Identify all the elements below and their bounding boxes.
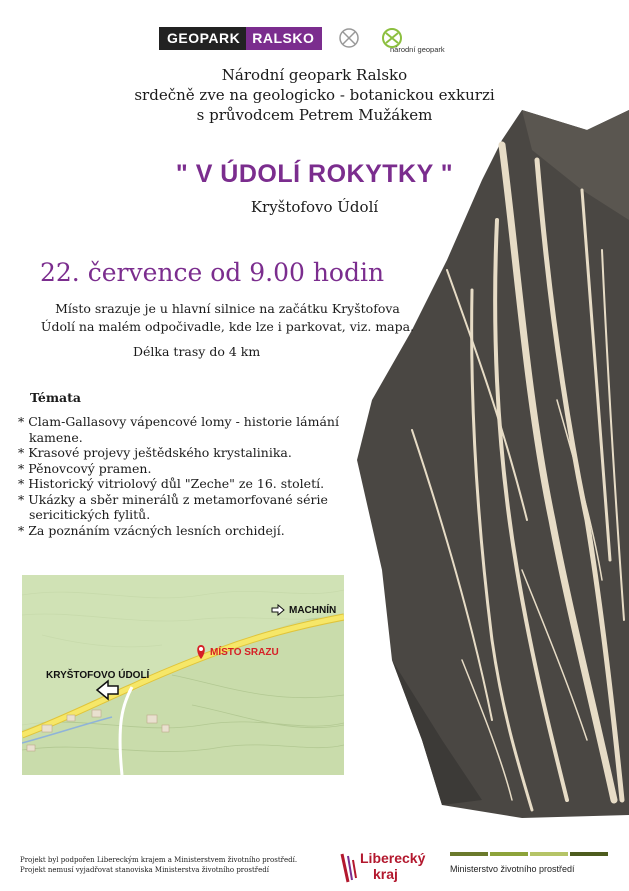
invitation-intro — [0, 65, 629, 125]
topics-heading: Témata — [30, 390, 82, 405]
footnote-line: Projekt byl podpořen Libereckým krajem a Ministerstvem životního prostředí. — [20, 856, 298, 864]
footnote-line: Projekt nemusí vyjadřovat stanoviska Ministerstva životního prostředí — [20, 866, 269, 874]
ralsko-logo-text: RALSKO — [246, 27, 322, 50]
event-title: " V ÚDOLÍ ROKYTKY " — [175, 160, 454, 188]
map-label-krystofovo: KRYŠTOFOVO ÚDOLÍ — [46, 670, 150, 681]
map-label-misto-srazu: MÍSTO SRAZU — [210, 647, 279, 658]
location-map — [22, 575, 344, 775]
meeting-point-text — [30, 300, 425, 336]
project-footnote — [20, 855, 297, 875]
narodni-geopark-text: národní geopark — [390, 45, 445, 54]
map-label-machnin: MACHNÍN — [289, 605, 337, 616]
topic-item: * Clam-Gallasovy vápencové lomy - historie lámání kamene. — [18, 414, 363, 445]
topic-item: * Historický vitriolový důl "Zeche" ze 16. století. — [18, 476, 363, 492]
event-date: 22. července od 9.00 hodin — [40, 258, 385, 287]
topics-list — [18, 414, 363, 538]
meeting-line: Místo srazuje je u hlavní silnice na začátku Kryštofova — [55, 301, 400, 316]
topic-item: * Za poznáním vzácných lesních orchidejí. — [18, 523, 363, 539]
liberecky-text: Liberecký — [360, 850, 426, 866]
route-length: Délka trasy do 4 km — [133, 344, 261, 359]
geopark-logo-text: GEOPARK — [159, 27, 246, 50]
intro-line: srdečně zve na geologicko - botanickou exkurzi — [134, 86, 495, 104]
intro-line: s průvodcem Petrem Mužákem — [196, 106, 433, 124]
topic-item: * Pěnovcový pramen. — [18, 461, 363, 477]
intro-line: Národní geopark Ralsko — [221, 66, 408, 84]
narodni-geopark-logo — [380, 27, 460, 55]
geopark-emblem-icon — [338, 27, 360, 49]
liberecky-kraj-emblem-icon — [338, 852, 358, 884]
topic-item: * Krasové projevy ještědského krystalinika. — [18, 445, 363, 461]
ministry-color-bars — [450, 852, 608, 856]
ministry-text: Ministerstvo životního prostředí — [450, 864, 575, 874]
event-location: Kryštofovo Údolí — [250, 198, 379, 216]
kraj-text: kraj — [373, 866, 398, 882]
liberecky-kraj-logo — [338, 850, 443, 886]
ministry-logo — [450, 850, 605, 880]
meeting-line: Údolí na malém odpočivadle, kde lze i parkovat, viz. mapa. — [40, 319, 415, 334]
geopark-ralsko-logo — [159, 27, 322, 50]
topic-item: * Ukázky a sběr minerálů z metamorfované série sericitických fylitů. — [18, 492, 363, 523]
